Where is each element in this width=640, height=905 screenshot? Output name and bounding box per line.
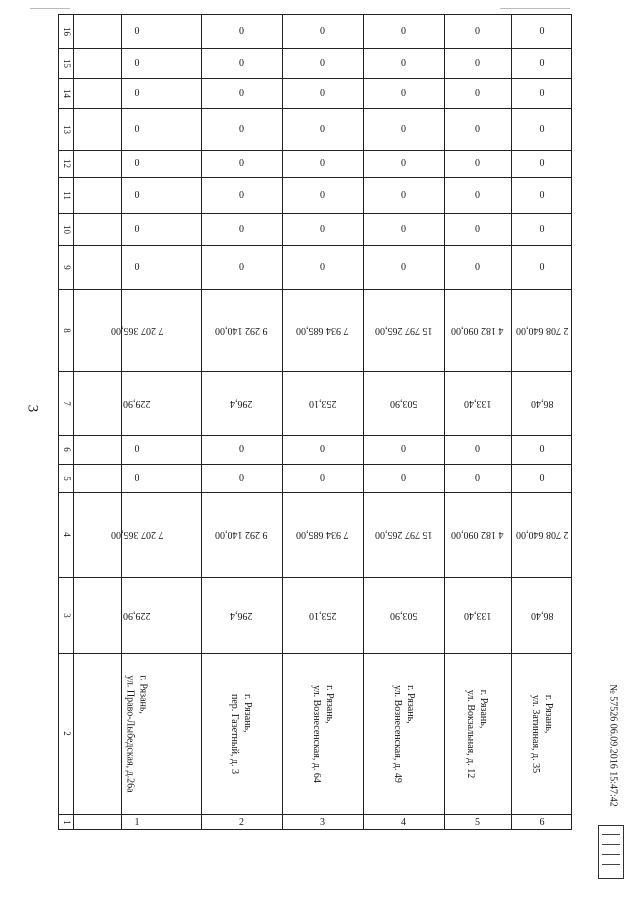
zero-value-cell: 0: [401, 123, 406, 135]
zero-value-cell: 0: [320, 472, 325, 484]
value-cell: 86,40: [530, 397, 554, 409]
table-cell: [201, 492, 282, 577]
table-cell: [363, 245, 444, 289]
column-number-cell: [59, 492, 73, 577]
table-cell: [511, 108, 573, 150]
table-cell: [73, 289, 201, 371]
table-cell: [444, 492, 511, 577]
table-cell: [282, 435, 363, 464]
address-city: г. Рязань,: [242, 693, 254, 733]
value-cell: 9 292 140,00: [215, 529, 268, 540]
column-number: 4: [61, 532, 72, 537]
table-cell: [282, 48, 363, 78]
table-cell: [363, 177, 444, 213]
table-cell: [201, 78, 282, 108]
table-cell: [511, 78, 573, 108]
value-cell: 86,40: [530, 609, 554, 621]
zero-value-cell: 0: [539, 223, 545, 235]
table-cell: [363, 577, 444, 653]
zero-value-cell: 0: [401, 158, 406, 169]
table-cell: [201, 371, 282, 435]
value-cell: 253,10: [308, 609, 337, 621]
column-number: 6: [61, 447, 72, 452]
table-cell: [363, 48, 444, 78]
zero-value-cell: 0: [239, 57, 244, 69]
zero-value-cell: 0: [134, 223, 140, 235]
address-cell: [310, 685, 336, 783]
table-cell: [511, 150, 573, 177]
zero-value-cell: 0: [320, 223, 325, 235]
table-cell: [73, 464, 201, 492]
value-cell: 503,90: [389, 609, 418, 621]
table-cell: [73, 150, 201, 177]
column-number: 9: [61, 264, 72, 270]
table-cell: [511, 371, 573, 435]
table-cell: [73, 435, 201, 464]
zero-value-cell: 0: [239, 26, 244, 37]
zero-value-cell: 0: [134, 189, 140, 201]
row-number: 3: [320, 817, 325, 828]
table-cell: [363, 814, 444, 831]
column-number-cell: [59, 150, 73, 177]
zero-value-cell: 0: [134, 444, 140, 455]
zero-value-cell: 0: [475, 223, 480, 235]
table-cell: [363, 108, 444, 150]
column-number-cell: [59, 177, 73, 213]
row-number: 2: [239, 817, 244, 828]
table-cell: [282, 78, 363, 108]
zero-value-cell: 0: [475, 472, 480, 484]
scan-artifact: [30, 8, 70, 9]
address-street: ул. Затинная, д. 35: [530, 694, 542, 773]
table-cell: [511, 814, 573, 831]
zero-value-cell: 0: [320, 123, 325, 135]
value-cell: 7 934 685,00: [296, 324, 349, 336]
table-cell: [444, 653, 511, 814]
table-cell: [444, 464, 511, 492]
table-cell: [201, 15, 282, 48]
zero-value-cell: 0: [401, 444, 406, 455]
zero-value-cell: 0: [401, 223, 406, 235]
table-cell: [444, 108, 511, 150]
value-cell: 2 708 640,00: [515, 324, 569, 336]
table-cell: [363, 213, 444, 245]
page-number: 3: [24, 404, 41, 413]
table-cell: [282, 245, 363, 289]
address-city: г. Рязань,: [137, 674, 149, 714]
table-cell: [282, 577, 363, 653]
zero-value-cell: 0: [539, 444, 545, 455]
column-number: 10: [61, 224, 72, 234]
table-cell: [201, 245, 282, 289]
zero-value-cell: 0: [539, 87, 545, 99]
zero-value-cell: 0: [475, 57, 480, 69]
zero-value-cell: 0: [539, 123, 545, 135]
value-cell: 7 934 685,00: [296, 529, 349, 540]
table-cell: [73, 108, 201, 150]
address-city: г. Рязань,: [404, 684, 416, 724]
table-cell: [444, 150, 511, 177]
table-cell: [73, 245, 201, 289]
zero-value-cell: 0: [320, 444, 325, 455]
column-number-cell: [59, 15, 73, 48]
table-cell: [201, 577, 282, 653]
column-number-cell: [59, 814, 73, 831]
zero-value-cell: 0: [401, 472, 406, 484]
value-cell: 296,4: [230, 397, 253, 409]
table-cell: [73, 15, 201, 48]
column-number-cell: [59, 435, 73, 464]
column-number-cell: [59, 213, 73, 245]
value-cell: 4 182 090,00: [451, 324, 504, 336]
column-number: 15: [61, 58, 72, 68]
table-cell: [201, 150, 282, 177]
scan-artifact: [500, 8, 570, 9]
table-cell: [282, 464, 363, 492]
zero-value-cell: 0: [401, 26, 406, 37]
table-cell: [73, 814, 201, 831]
table-cell: [363, 464, 444, 492]
table-cell: [511, 464, 573, 492]
column-number-cell: [59, 78, 73, 108]
address-cell: [391, 685, 417, 783]
table-cell: [282, 213, 363, 245]
table-cell: [201, 435, 282, 464]
table-cell: [282, 15, 363, 48]
table-cell: [201, 289, 282, 371]
column-number-cell: [59, 48, 73, 78]
table-cell: [444, 435, 511, 464]
zero-value-cell: 0: [134, 87, 140, 99]
zero-value-cell: 0: [320, 26, 325, 37]
zero-value-cell: 0: [239, 87, 244, 99]
zero-value-cell: 0: [239, 444, 244, 455]
address-city: г. Рязань,: [323, 684, 335, 724]
table-cell: [363, 435, 444, 464]
table-cell: [201, 177, 282, 213]
table-cell: [73, 371, 201, 435]
table-cell: [444, 78, 511, 108]
zero-value-cell: 0: [239, 261, 244, 273]
zero-value-cell: 0: [239, 223, 244, 235]
address-street: ул. Вознесенская, д. 49: [391, 684, 403, 783]
zero-value-cell: 0: [539, 261, 545, 273]
table-cell: [363, 492, 444, 577]
zero-value-cell: 0: [134, 123, 140, 135]
zero-value-cell: 0: [475, 189, 480, 201]
value-cell: 9 292 140,00: [215, 324, 268, 336]
zero-value-cell: 0: [134, 472, 140, 484]
table-cell: [282, 492, 363, 577]
address-cell: [124, 675, 150, 792]
value-cell: 7 207 365,00: [110, 529, 164, 540]
table-cell: [444, 577, 511, 653]
address-street: ул. Право-Лыбедская, д.26а: [124, 674, 136, 793]
zero-value-cell: 0: [239, 189, 244, 201]
zero-value-cell: 0: [320, 189, 325, 201]
column-number: 8: [61, 327, 72, 333]
value-cell: 15 797 265,00: [374, 529, 433, 540]
zero-value-cell: 0: [539, 472, 545, 484]
table-cell: [282, 289, 363, 371]
column-number-cell: [59, 464, 73, 492]
table-cell: [282, 150, 363, 177]
table-cell: [511, 492, 573, 577]
registry-stamp-icon: [598, 825, 624, 879]
table-cell: [282, 653, 363, 814]
zero-value-cell: 0: [539, 158, 545, 169]
zero-value-cell: 0: [239, 472, 244, 484]
footer: [588, 655, 638, 885]
zero-value-cell: 0: [475, 87, 480, 99]
table-cell: [73, 213, 201, 245]
table-cell: [201, 653, 282, 814]
column-number-cell: [59, 577, 73, 653]
table-cell: [201, 108, 282, 150]
address-cell: [465, 689, 491, 777]
zero-value-cell: 0: [475, 158, 480, 169]
row-number: 1: [134, 817, 140, 828]
table-cell: [201, 464, 282, 492]
value-cell: 253,10: [308, 397, 337, 409]
table-cell: [363, 289, 444, 371]
address-city: г. Рязань,: [478, 689, 490, 728]
table-cell: [444, 245, 511, 289]
column-number: 13: [61, 124, 72, 134]
column-number-cell: [59, 289, 73, 371]
address-cell: [229, 693, 255, 773]
column-number: 7: [61, 400, 72, 406]
zero-value-cell: 0: [134, 261, 140, 273]
table-cell: [444, 15, 511, 48]
zero-value-cell: 0: [401, 57, 406, 69]
table-cell: [73, 177, 201, 213]
address-street: пер. Газетный, д. 3: [229, 693, 241, 774]
zero-value-cell: 0: [475, 123, 480, 135]
zero-value-cell: 0: [475, 26, 480, 37]
column-number: 3: [61, 612, 72, 618]
zero-value-cell: 0: [239, 123, 244, 135]
zero-value-cell: 0: [475, 444, 480, 455]
table-cell: [511, 213, 573, 245]
zero-value-cell: 0: [539, 26, 545, 37]
value-cell: 503,90: [389, 397, 418, 409]
table-cell: [363, 15, 444, 48]
registration-stamp-text: № 57526 06.09.2016 15:47:42: [607, 684, 619, 807]
zero-value-cell: 0: [539, 57, 545, 69]
table-cell: [282, 371, 363, 435]
table-cell: [511, 289, 573, 371]
zero-value-cell: 0: [539, 189, 545, 201]
column-number: 14: [61, 88, 72, 98]
row-number: 4: [401, 817, 406, 828]
table-cell: [73, 653, 201, 814]
column-number: 1: [61, 820, 72, 825]
zero-value-cell: 0: [134, 57, 140, 69]
column-number-cell: [59, 653, 73, 814]
table-cell: [511, 435, 573, 464]
table-cell: [363, 653, 444, 814]
table-cell: [73, 48, 201, 78]
table-cell: [201, 814, 282, 831]
zero-value-cell: 0: [320, 158, 325, 169]
zero-value-cell: 0: [239, 158, 244, 169]
table-cell: [511, 577, 573, 653]
zero-value-cell: 0: [320, 87, 325, 99]
table-cell: [511, 48, 573, 78]
column-number-cell: [59, 245, 73, 289]
column-number-cell: [59, 371, 73, 435]
table-cell: [444, 213, 511, 245]
column-number: 16: [61, 27, 72, 36]
zero-value-cell: 0: [134, 158, 140, 169]
zero-value-cell: 0: [475, 261, 480, 273]
table-cell: [282, 177, 363, 213]
table-cell: [444, 371, 511, 435]
row-number: 5: [475, 817, 480, 828]
table-cell: [511, 15, 573, 48]
table-cell: [73, 78, 201, 108]
value-cell: 2 708 640,00: [515, 529, 569, 540]
address-street: ул. Вознесенская, д. 64: [310, 684, 322, 783]
table-cell: [363, 78, 444, 108]
table-cell: [511, 177, 573, 213]
address-cell: [529, 694, 555, 772]
row-number: 6: [539, 817, 545, 828]
table-cell: [73, 577, 201, 653]
value-cell: 4 182 090,00: [451, 529, 504, 540]
table-cell: [73, 492, 201, 577]
table-cell: [201, 48, 282, 78]
zero-value-cell: 0: [134, 26, 140, 37]
table-cell: [201, 213, 282, 245]
zero-value-cell: 0: [320, 57, 325, 69]
rotated-data-table: [58, 14, 572, 830]
address-city: г. Рязань,: [543, 694, 555, 733]
table-cell: [444, 289, 511, 371]
column-number-cell: [59, 108, 73, 150]
zero-value-cell: 0: [401, 261, 406, 273]
value-cell: 133,40: [463, 397, 492, 409]
value-cell: 296,4: [230, 609, 253, 621]
table-cell: [444, 177, 511, 213]
address-street: ул. Вокзальная, д. 12: [465, 689, 477, 778]
column-number: 2: [61, 731, 72, 736]
value-cell: 133,40: [463, 609, 492, 621]
value-cell: 229,90: [123, 397, 151, 409]
value-cell: 15 797 265,00: [374, 324, 433, 336]
table-cell: [363, 371, 444, 435]
table-cell: [282, 814, 363, 831]
zero-value-cell: 0: [401, 189, 406, 201]
column-number: 11: [61, 190, 72, 200]
table-cell: [282, 108, 363, 150]
table-cell: [444, 814, 511, 831]
table-cell: [444, 48, 511, 78]
table-cell: [511, 653, 573, 814]
column-number: 5: [61, 475, 72, 481]
table-cell: [363, 150, 444, 177]
value-cell: 7 207 365,00: [110, 324, 164, 336]
table-cell: [511, 245, 573, 289]
zero-value-cell: 0: [401, 87, 406, 99]
column-number: 12: [61, 159, 72, 168]
value-cell: 229,90: [123, 609, 151, 621]
zero-value-cell: 0: [320, 261, 325, 273]
